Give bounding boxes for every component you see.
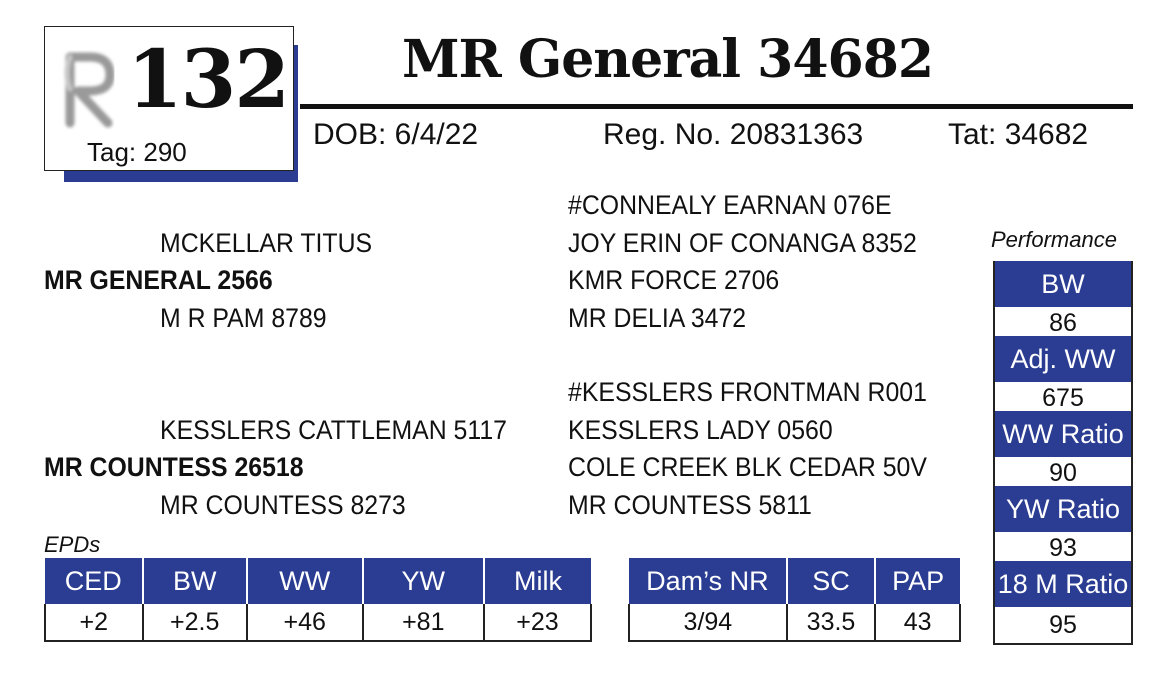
pedigree-sire-sire-dam: JOY ERIN OF CONANGA 8352 xyxy=(568,228,917,258)
epd-header-ww: WW xyxy=(247,558,363,604)
pap-header: PAP xyxy=(875,558,960,604)
perf-ww-ratio-label: WW Ratio xyxy=(993,411,1133,457)
pap-value: 43 xyxy=(875,604,960,641)
perf-adj-ww-label: Adj. WW xyxy=(993,336,1133,382)
perf-bw-label: BW xyxy=(993,261,1133,307)
epd-header-bw: BW xyxy=(143,558,247,604)
perf-18m-ratio-value: 95 xyxy=(993,607,1133,645)
epd-value-row xyxy=(45,604,591,641)
ranch-logo-icon xyxy=(60,43,120,133)
epd-header-row xyxy=(45,558,591,604)
epd-value-bw: +2.5 xyxy=(143,604,247,641)
lot-number: 132 xyxy=(127,32,288,126)
perf-18m-ratio-label: 18 M Ratio xyxy=(993,561,1133,607)
perf-ww-ratio-value: 90 xyxy=(993,457,1133,486)
pedigree-sire-dam-dam: MR DELIA 3472 xyxy=(568,303,747,333)
pedigree-sire-dam-sire: KMR FORCE 2706 xyxy=(568,265,780,295)
pedigree-dam-dam-sire: COLE CREEK BLK CEDAR 50V xyxy=(568,452,927,482)
epd-value-milk: +23 xyxy=(484,604,591,641)
tag-number: Tag: 290 xyxy=(87,137,187,167)
epd-value-yw: +81 xyxy=(363,604,484,641)
perf-yw-ratio-label: YW Ratio xyxy=(993,486,1133,532)
perf-adj-ww-value: 675 xyxy=(993,382,1133,411)
epd-header-yw: YW xyxy=(363,558,484,604)
registration-number: Reg. No. 20831363 xyxy=(603,118,864,151)
pedigree-sire: MR GENERAL 2566 xyxy=(44,265,273,295)
performance-panel xyxy=(993,261,1133,645)
dam-stats-table xyxy=(628,558,961,642)
perf-yw-ratio-value: 93 xyxy=(993,532,1133,561)
lot-box xyxy=(44,26,294,171)
epd-table xyxy=(44,558,592,642)
pedigree-dam-sire-sire: #KESSLERS FRONTMAN R001 xyxy=(568,377,927,407)
animal-name-title: MR General 34682 xyxy=(401,29,934,90)
epd-value-ww: +46 xyxy=(247,604,363,641)
dob-text: DOB: 6/4/22 xyxy=(313,118,479,151)
pedigree-sire-sire-sire: #CONNEALY EARNAN 076E xyxy=(568,190,892,220)
pedigree-dam-dam: MR COUNTESS 8273 xyxy=(160,490,406,520)
dam-nr-header: Dam’s NR xyxy=(629,558,787,604)
sc-header: SC xyxy=(787,558,875,604)
epd-header-ced: CED xyxy=(45,558,143,604)
perf-bw-value: 86 xyxy=(993,307,1133,336)
pedigree-dam-dam-dam: MR COUNTESS 5811 xyxy=(568,490,812,520)
performance-label: Performance xyxy=(991,227,1117,252)
pedigree-dam-sire: KESSLERS CATTLEMAN 5117 xyxy=(160,415,507,445)
pedigree-dam: MR COUNTESS 26518 xyxy=(44,452,304,482)
title-divider xyxy=(300,104,1133,109)
pedigree-sire-sire: MCKELLAR TITUS xyxy=(160,228,373,258)
pedigree-sire-dam: M R PAM 8789 xyxy=(160,303,327,333)
pedigree-dam-sire-dam: KESSLERS LADY 0560 xyxy=(568,415,833,445)
sc-value: 33.5 xyxy=(787,604,875,641)
dam-stats-header-row xyxy=(629,558,960,604)
dam-nr-value: 3/94 xyxy=(629,604,787,641)
epd-value-ced: +2 xyxy=(45,604,143,641)
tattoo-text: Tat: 34682 xyxy=(948,118,1089,151)
epd-header-milk: Milk xyxy=(484,558,591,604)
dam-stats-value-row xyxy=(629,604,960,641)
epds-label: EPDs xyxy=(44,532,101,557)
